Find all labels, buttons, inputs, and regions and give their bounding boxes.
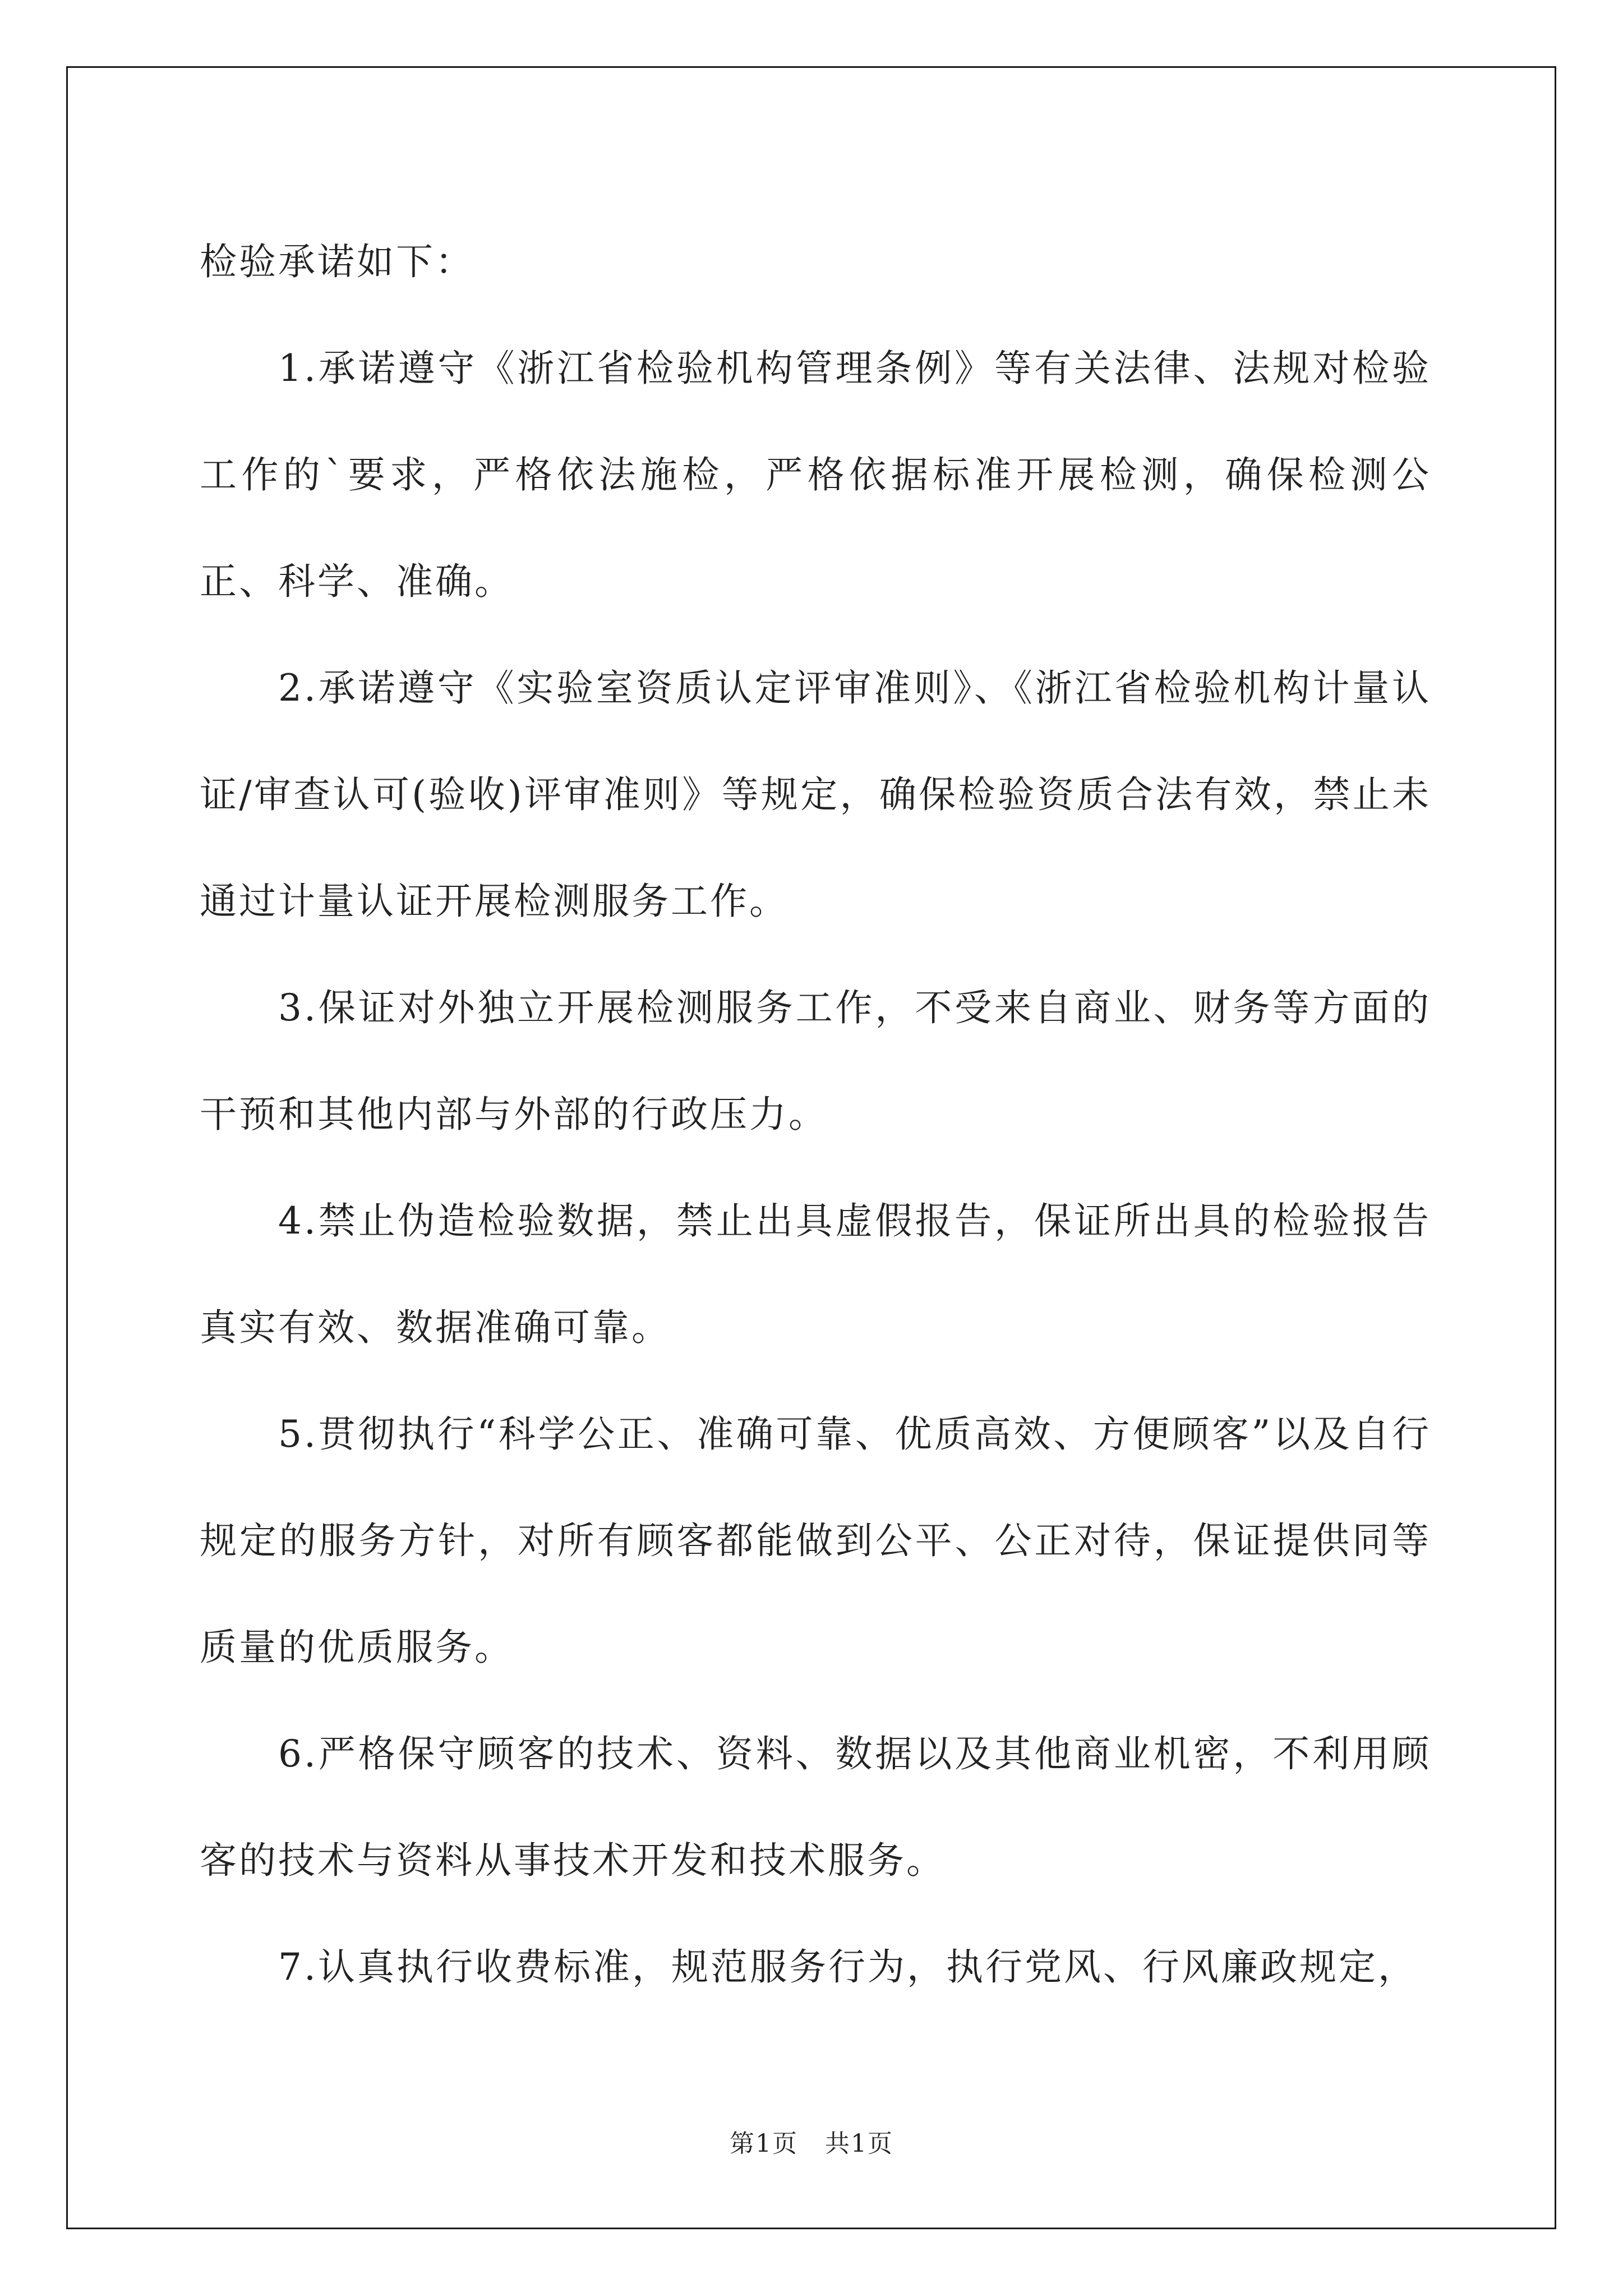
commitment-item-7: 7.认真执行收费标准，规范服务行为，执行党风、行风廉政规定， — [278, 1945, 1417, 1989]
commitment-item-6: 6.严格保守顾客的技术、资料、数据以及其他商业机密，不利用顾客的技术与资料从事技术开发和技术服务。 — [200, 1732, 1431, 1882]
intro-paragraph: 检验承诺如下： — [200, 240, 474, 283]
commitment-item-3: 3.保证对外独立开展检测服务工作，不受来自商业、财务等方面的干预和其他内部与外部的行政压力。 — [200, 986, 1431, 1136]
document-body — [200, 209, 1431, 2021]
page-footer: 第1页 共1页 — [730, 2129, 893, 2158]
commitment-item-1: 1.承诺遵守《浙江省检验机构管理条例》等有关法律、法规对检验工作的`要求，严格依法施检，严格依据标准开展检测，确保检测公正、科学、准确。 — [200, 347, 1431, 603]
commitment-item-5: 5.贯彻执行“科学公正、准确可靠、优质高效、方便顾客”以及自行规定的服务方针，对所有顾客都能做到公平、公正对待，保证提供同等质量的优质服务。 — [200, 1412, 1431, 1669]
commitment-item-2: 2.承诺遵守《实验室资质认定评审准则》、《浙江省检验机构计量认证/审查认可(验收)评审准则》等规定，确保检验资质合法有效，禁止未通过计量认证开展检测服务工作。 — [200, 666, 1431, 923]
commitment-item-4: 4.禁止伪造检验数据，禁止出具虚假报告，保证所出具的检验报告真实有效、数据准确可靠。 — [200, 1199, 1431, 1349]
